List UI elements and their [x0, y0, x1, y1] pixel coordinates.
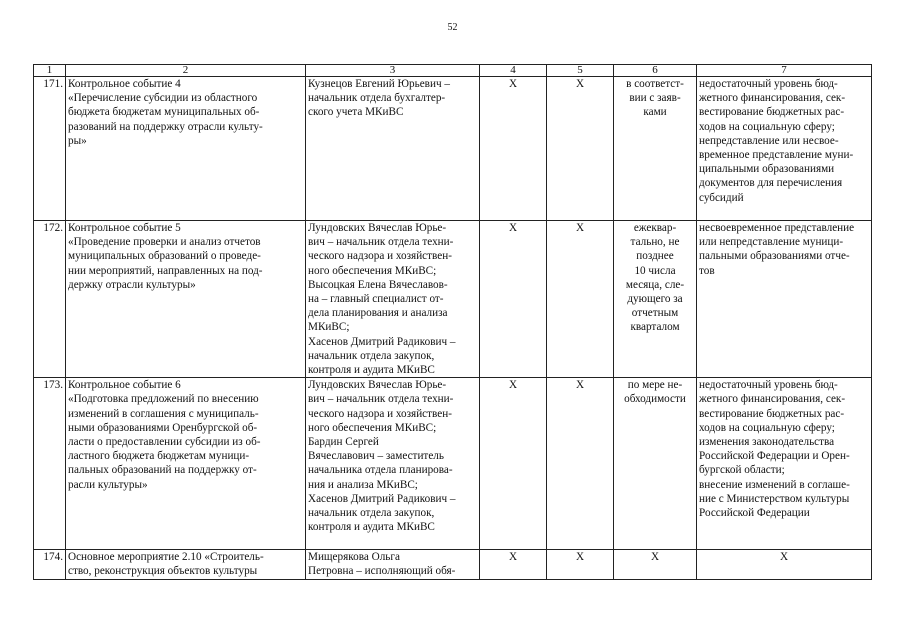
- activities-table: [33, 64, 872, 580]
- risks-cell: несвоевременное представление или непредставление муници- пальными образованиями отче- тов: [697, 221, 872, 378]
- col5-cell: X: [547, 221, 614, 378]
- term-cell: в соответст- вии с заяв- ками: [614, 77, 697, 221]
- term-cell: по мере не- обходимости: [614, 378, 697, 550]
- page-number: 52: [447, 22, 458, 33]
- header-cell: 7: [697, 65, 872, 77]
- col5-cell: X: [547, 378, 614, 550]
- risks-cell: недостаточный уровень бюд- жетного финансирования, сек- вестирование бюджетных рас- ходов на социальную сферу; изменения законодательства Российской Федерации и Орен- бургской области; внесение изменений в соглаше- ние с Министерством культуры Российской Федерации: [697, 378, 872, 550]
- risks-cell: X: [697, 550, 872, 579]
- event-cell: Контрольное событие 5 «Проведение проверки и анализ отчетов муниципальных образований о проведе- нии мероприятий, направленных на под- держку отрасли культуры»: [66, 221, 306, 378]
- term-cell: ежеквар- тально, не позднее 10 числа месяца, сле- дующего за отчетным кварталом: [614, 221, 697, 378]
- header-cell: 1: [34, 65, 66, 77]
- header-cell: 2: [66, 65, 306, 77]
- col4-cell: X: [480, 77, 547, 221]
- risks-cell: недостаточный уровень бюд- жетного финансирования, сек- вестирование бюджетных рас- ходов на социальную сферу; непредставление или несвое- временное представление муни- ципальными образованиями документов для перечисления субсидий: [697, 77, 872, 221]
- header-cell: 6: [614, 65, 697, 77]
- col4-cell: X: [480, 550, 547, 579]
- table-row: [34, 550, 872, 579]
- header-cell: 3: [306, 65, 480, 77]
- responsible-cell: Лундовских Вячеслав Юрье- вич – начальник отдела техни- ческого надзора и хозяйствен- ного обеспечения МКиВС; Высоцкая Елена Вячеславов- на – главный специалист от- дела планирования и анализа МКиВС; Хасенов Дмитрий Радикович – начальник отдела закупок, контроля и аудита МКиВС: [306, 221, 480, 378]
- term-cell: X: [614, 550, 697, 579]
- table-row: [34, 378, 872, 550]
- row-number: 173.: [34, 378, 66, 550]
- col4-cell: X: [480, 378, 547, 550]
- event-cell: Основное мероприятие 2.10 «Строитель- ство, реконструкция объектов культуры: [66, 550, 306, 579]
- col4-cell: X: [480, 221, 547, 378]
- table-row: [34, 77, 872, 221]
- responsible-cell: Мищерякова Ольга Петровна – исполняющий обя-: [306, 550, 480, 579]
- header-cell: 5: [547, 65, 614, 77]
- row-number: 174.: [34, 550, 66, 579]
- responsible-cell: Лундовских Вячеслав Юрье- вич – начальник отдела техни- ческого надзора и хозяйствен- ного обеспечения МКиВС; Бардин Сергей Вячеславович – заместитель начальника отдела планирова- ния и анализа МКиВС; Хасенов Дмитрий Радикович – начальник отдела закупок, контроля и аудита МКиВС: [306, 378, 480, 550]
- responsible-cell: Кузнецов Евгений Юрьевич – начальник отдела бухгалтер- ского учета МКиВС: [306, 77, 480, 221]
- header-cell: 4: [480, 65, 547, 77]
- col5-cell: X: [547, 77, 614, 221]
- col5-cell: X: [547, 550, 614, 579]
- event-cell: Контрольное событие 6 «Подготовка предложений по внесению изменений в соглашения с муниципаль- ными образованиями Оренбургской об- ласти о предоставлении субсидии из об- ластного бюджета бюджетам муници- пальных образований на поддержку от- расли культуры»: [66, 378, 306, 550]
- row-number: 172.: [34, 221, 66, 378]
- event-cell: Контрольное событие 4 «Перечисление субсидии из областного бюджета бюджетам муниципальных об- разований на поддержку отрасли культу- ры»: [66, 77, 306, 221]
- table-row: [34, 221, 872, 378]
- header-row: [34, 65, 872, 77]
- row-number: 171.: [34, 77, 66, 221]
